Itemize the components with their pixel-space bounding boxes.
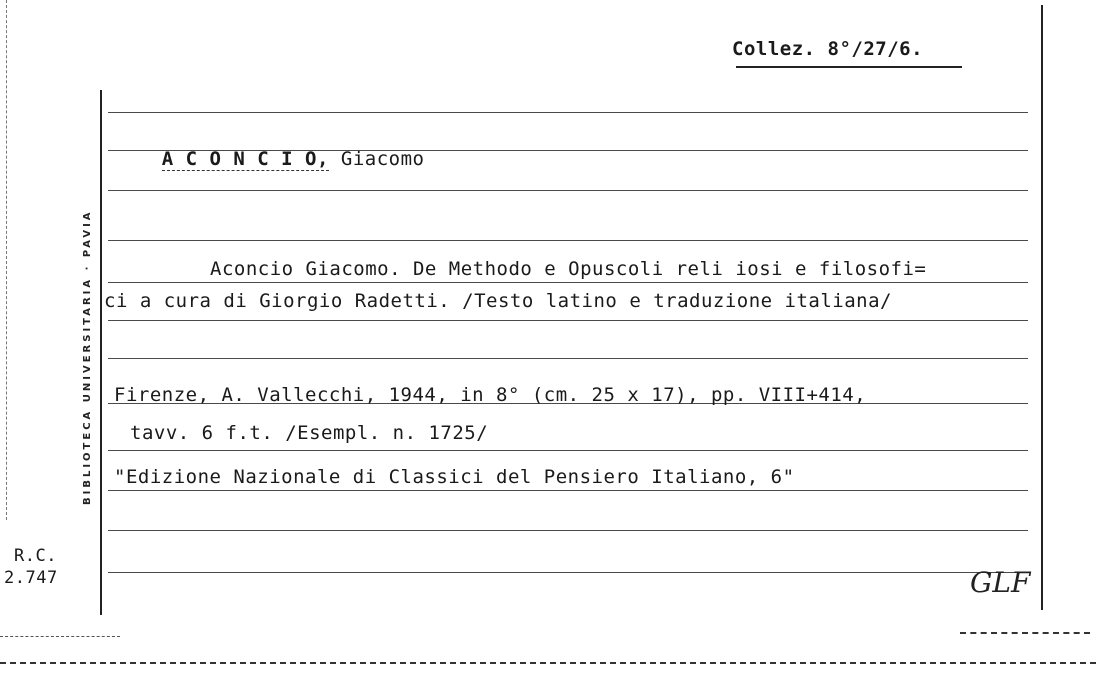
- library-stamp: BIBLIOTECA UNIVERSITARIA · PAVIA: [82, 209, 93, 505]
- card-bottom-edge-2: [0, 636, 120, 637]
- ruled-line: [108, 530, 1028, 531]
- signature-mark: GLF: [970, 566, 1031, 599]
- card-bottom-edge: [0, 662, 1096, 664]
- margin-note-line-1: R.C.: [14, 546, 57, 566]
- card-bottom-edge-3: [960, 632, 1090, 634]
- author-heading: [114, 126, 424, 192]
- ruled-line: [108, 490, 1028, 491]
- ruled-line: [108, 240, 1028, 241]
- author-forename: Giacomo: [340, 148, 425, 170]
- imprint-line-2: tavv. 6 f.t. /Esempl. n. 1725/: [130, 422, 489, 444]
- ruled-line: [108, 572, 1028, 573]
- collocation-underline: [736, 66, 962, 68]
- collocation-number: Collez. 8°/27/6.: [732, 38, 924, 60]
- card-left-rule: [100, 90, 102, 615]
- author-surname: A C O N C I O,: [161, 148, 329, 170]
- ruled-line: [108, 358, 1028, 359]
- ruled-line: [108, 112, 1028, 113]
- title-line-2: ci a cura di Giorgio Radetti. /Testo latino e traduzione italiana/: [104, 290, 892, 312]
- margin-note-line-2: 2.747: [4, 568, 58, 588]
- title-line-1: Aconcio Giacomo. De Methodo e Opuscoli reli iosi e filosofi=: [210, 258, 927, 280]
- ruled-line: [108, 450, 1028, 451]
- ruled-line: [108, 320, 1028, 321]
- series-statement: "Edizione Nazionale di Classici del Pensiero Italiano, 6": [114, 466, 795, 488]
- edge-mark-left: [6, 0, 7, 520]
- imprint-line-1: Firenze, A. Vallecchi, 1944, in 8° (cm. 25 x 17), pp. VIII+414,: [114, 384, 867, 406]
- ruled-line: [108, 282, 1028, 283]
- card-right-rule: [1041, 5, 1043, 610]
